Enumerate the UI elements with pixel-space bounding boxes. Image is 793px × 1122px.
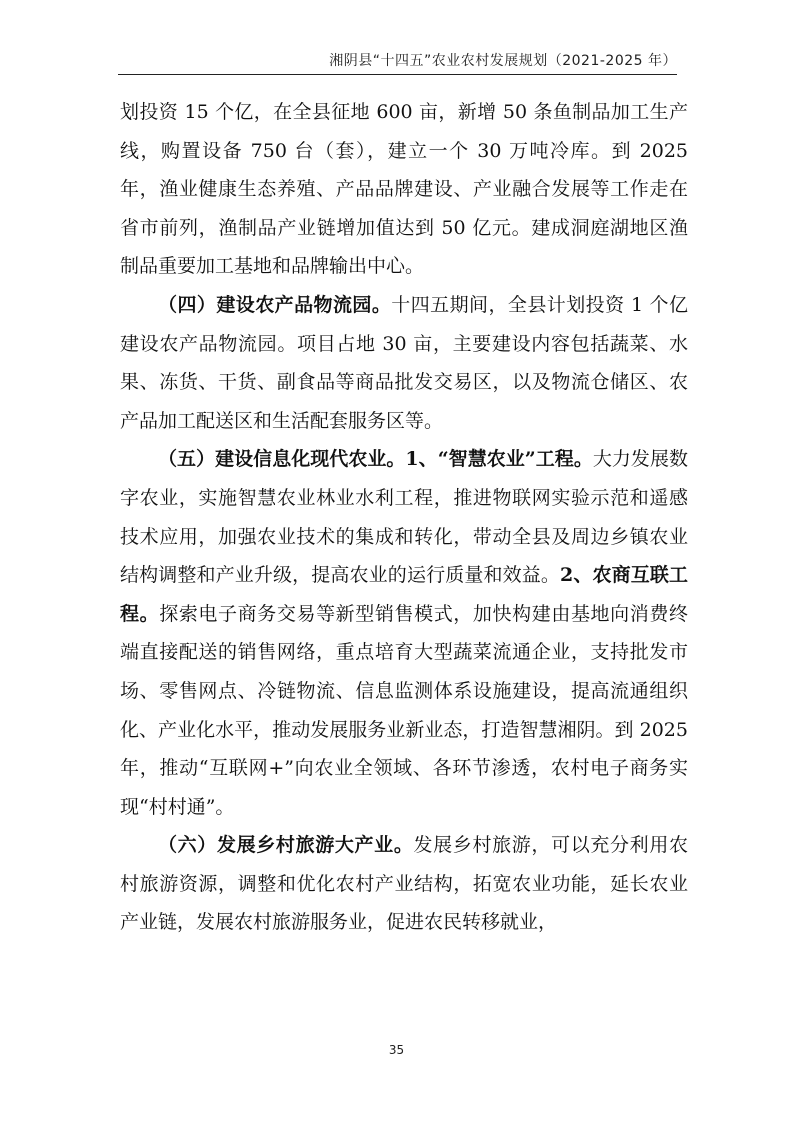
- paragraph-smart-agriculture: [120, 440, 688, 826]
- paragraph-fishery-continued: [120, 93, 688, 286]
- section-heading: （六）发展乡村旅游大产业。: [158, 834, 414, 857]
- running-header: [118, 50, 677, 75]
- subsection-heading: 1、“智慧农业”工程。: [405, 448, 593, 471]
- paragraph-text: 十四五期间，全县计划投资 1 个亿建设农产品物流园。项目占地 30 亩，主要建设内容包括蔬菜、水果、冻货、干货、副食品等商品批发交易区，以及物流仓储区、农产品加工配送区和生活配套服务区等。: [120, 293, 688, 432]
- section-heading: （五）建设信息化现代农业。: [158, 448, 406, 471]
- paragraph-text: 划投资 15 个亿，在全县征地 600 亩，新增 50 条鱼制品加工生产线，购置设备 750 台（套），建立一个 30 万吨冷库。到 2025 年，渔业健康生态养殖、产品品牌建设、产业融合发展等工作走在省市前列，渔制品产业链增加值达到 50 亿元。建成洞庭湖地区渔制品重要加工基地和品牌输出中心。: [120, 101, 688, 278]
- running-title: 湘阴县“十四五”农业农村发展规划（2021-2025 年）: [329, 53, 677, 69]
- subsection-heading: 2、农商互联工程。: [120, 564, 688, 625]
- section-heading: （四）建设农产品物流园。: [158, 293, 392, 316]
- paragraph-text: 发展乡村旅游，可以充分利用农村旅游资源，调整和优化农村产业结构，拓宽农业功能，延长农业产业链，发展农村旅游服务业，促进农民转移就业，: [120, 834, 688, 934]
- paragraph-text: 探索电子商务交易等新型销售模式，加快构建由基地向消费终端直接配送的销售网络，重点培育大型蔬菜流通企业，支持批发市场、零售网点、冷链物流、信息监测体系设施建设，提高流通组织化、产业化水平，推动发展服务业新业态，打造智慧湘阴。到 2025 年，推动“互联网+”向农业全领域、各环节渗透，农村电子商务实现“村村通”。: [120, 602, 688, 818]
- document-body: [120, 93, 688, 942]
- paragraph-text: 大力发展数字农业，实施智慧农业林业水利工程，推进物联网实验示范和遥感技术应用，加强农业技术的集成和转化，带动全县及周边乡镇农业结构调整和产业升级，提高农业的运行质量和效益。: [120, 448, 688, 587]
- paragraph-logistics-park: [120, 286, 688, 440]
- page-number: 35: [388, 1043, 405, 1057]
- paragraph-rural-tourism: [120, 826, 688, 942]
